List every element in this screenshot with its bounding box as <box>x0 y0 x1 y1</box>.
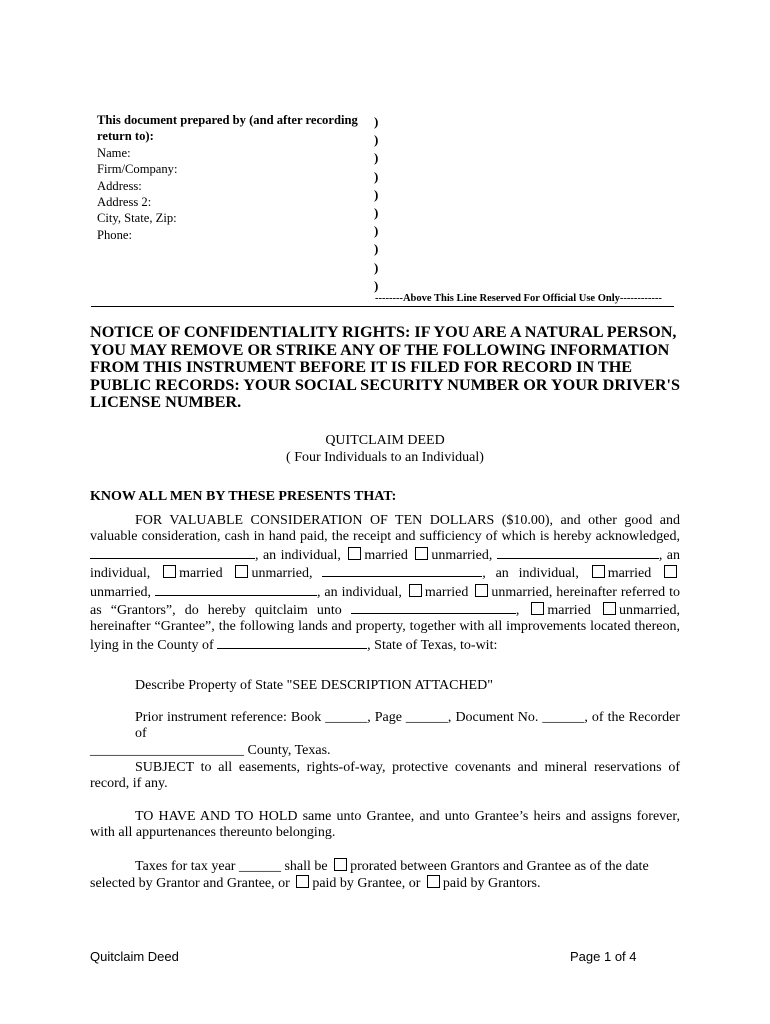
label-individual: , an individual, <box>255 547 341 563</box>
paren-column <box>374 113 386 295</box>
label-married: married <box>607 566 652 582</box>
preparer-field-phone: Phone: <box>97 227 132 242</box>
label-comma: , <box>515 603 520 619</box>
deed-subtitle: ( Four Individuals to an Individual) <box>286 450 484 465</box>
preparer-field-name: Name: <box>97 145 131 160</box>
label-married: married <box>547 603 591 619</box>
subject-to-paragraph <box>90 760 680 793</box>
taxes-paid-by-grantee-checkbox[interactable] <box>296 875 309 888</box>
paren: ) <box>374 259 379 275</box>
taxes-prorated-checkbox[interactable] <box>334 858 347 871</box>
label-grantors: unmarried, hereinafter referred to as “Grantors”, do hereby quitclaim unto <box>90 584 680 619</box>
preparer-block <box>97 112 397 243</box>
grantee-married-checkbox[interactable] <box>531 602 544 615</box>
grantor3-unmarried-checkbox[interactable] <box>664 565 677 578</box>
label-unmarried: unmarried, <box>251 566 313 582</box>
taxes-text: Taxes for tax year ______ shall be <box>135 859 328 874</box>
taxes-paragraph <box>90 858 680 893</box>
grantor3-married-checkbox[interactable] <box>592 565 605 578</box>
grantor4-married-checkbox[interactable] <box>409 584 422 597</box>
grantor2-unmarried-checkbox[interactable] <box>235 565 248 578</box>
label-unmarried: unmarried, <box>431 547 493 563</box>
paren: ) <box>374 150 379 166</box>
label-unmarried: unmarried, <box>90 584 152 600</box>
know-all-heading: KNOW ALL MEN BY THESE PRESENTS THAT: <box>90 489 397 504</box>
grantee-unmarried-checkbox[interactable] <box>603 602 616 615</box>
label-individual: , an individual, <box>482 566 579 582</box>
deed-title-block <box>90 432 680 466</box>
grantee-blank[interactable] <box>351 601 516 614</box>
label-state-texas: , State of Texas, to-wit: <box>367 637 498 653</box>
paren: ) <box>374 277 379 293</box>
county-blank[interactable] <box>217 636 367 649</box>
grantor3-blank[interactable] <box>322 564 482 577</box>
prior-instrument-line1: Prior instrument reference: Book ______, Page ______, Document No. ______, of the Recorder of <box>135 710 680 742</box>
paren: ) <box>374 205 379 221</box>
preparer-field-address2: Address 2: <box>97 195 152 210</box>
preparer-field-city-state-zip: City, State, Zip: <box>97 211 177 226</box>
habendum-text: TO HAVE AND TO HOLD same unto Grantee, and unto Grantee’s heirs and assigns forever, with all appurtenances thereunto belonging. <box>90 809 680 841</box>
label-married: married <box>179 566 223 582</box>
consideration-text: FOR VALUABLE CONSIDERATION OF TEN DOLLARS ($10.00), and other good and valuable consideration, cash in hand paid, the receipt and sufficiency of which is hereby acknowledged, <box>90 513 680 545</box>
paren: ) <box>374 168 379 184</box>
preparer-field-address: Address: <box>97 178 142 193</box>
footer-document-name: Quitclaim Deed <box>90 949 179 964</box>
taxes-paid-by-grantors-label: paid by Grantors. <box>442 876 541 892</box>
grantor1-married-checkbox[interactable] <box>348 547 361 560</box>
consideration-paragraph <box>90 513 680 654</box>
paren: ) <box>374 186 379 202</box>
grantor4-unmarried-checkbox[interactable] <box>475 584 488 597</box>
prior-instrument-line2: ______________________ County, Texas. <box>90 742 331 758</box>
preparer-field-firm: Firm/Company: <box>97 162 178 177</box>
grantor2-married-checkbox[interactable] <box>163 565 176 578</box>
preparer-heading-line2: return to): <box>97 129 154 144</box>
paren: ) <box>374 114 379 129</box>
label-individual: individual, <box>90 566 151 582</box>
grantor4-blank[interactable] <box>155 583 317 596</box>
confidentiality-notice: NOTICE OF CONFIDENTIALITY RIGHTS: IF YOU ARE A NATURAL PERSON, YOU MAY REMOVE OR STRIKE ANY OF THE FOLLOWING INFORMATION FROM THIS INSTRUMENT BEFORE IT IS FILED FOR RECORD IN THE PUBLIC RECORDS: YOUR SOCIAL SECURITY NUMBER OR YOUR DRIVER'S LICENSE NUMBER. <box>90 323 681 411</box>
habendum-paragraph <box>90 809 680 842</box>
label-an: , an <box>658 547 680 563</box>
deed-title: QUITCLAIM DEED <box>325 433 445 448</box>
official-use-divider <box>91 306 674 307</box>
footer-page-number: Page 1 of 4 <box>570 949 637 964</box>
subject-to-text: SUBJECT to all easements, rights-of-way, protective covenants and mineral reservations of record, if any. <box>90 760 680 792</box>
label-married: married <box>364 547 408 563</box>
preparer-heading-line1: This document prepared by (and after recording <box>97 113 358 127</box>
prior-instrument-paragraph <box>90 710 680 759</box>
taxes-paid-by-grantors-checkbox[interactable] <box>427 875 440 888</box>
label-married: married <box>424 584 469 600</box>
label-grantee: hereinafter “Grantee”, the following lands and property, together with all improvements located thereon, lying in the County of <box>90 619 680 653</box>
grantor1-blank[interactable] <box>90 546 255 559</box>
label-individual: , an individual, <box>316 584 402 600</box>
paren: ) <box>374 241 379 257</box>
official-use-note: --------Above This Line Reserved For Official Use Only------------ <box>375 293 662 304</box>
paren: ) <box>374 223 379 239</box>
grantor1-unmarried-checkbox[interactable] <box>415 547 428 560</box>
taxes-prorated-label: prorated between Grantors and Grantee as of the date selected by Grantor and Grantee, or <box>90 859 649 892</box>
taxes-paid-by-grantee-label: paid by Grantee, or <box>312 876 421 892</box>
label-unmarried: unmarried, <box>618 603 680 619</box>
describe-property: Describe Property of State "SEE DESCRIPTION ATTACHED" <box>135 678 493 693</box>
grantor2-blank[interactable] <box>497 546 659 559</box>
paren: ) <box>374 132 379 148</box>
